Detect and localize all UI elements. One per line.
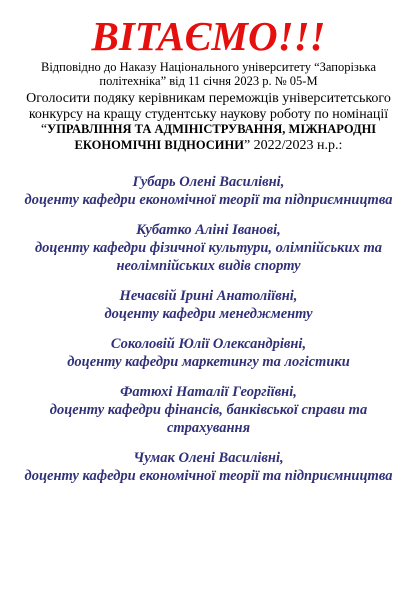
recipient-name: Соколовій Юлії Олександрівні, — [110, 336, 307, 352]
recipient-item — [8, 221, 409, 275]
nomination-title: УПРАВЛІННЯ ТА АДМІНІСТРУВАННЯ, МІЖНАРОДНІ ЕКОНОМІЧНІ ВІДНОСИНИ — [47, 122, 377, 152]
recipient-position: доценту кафедри фізичної культури, олімпійських та неолімпійських видів спорту — [34, 240, 382, 274]
recipient-name: Кубатко Аліні Іванові, — [136, 222, 281, 238]
recipient-position: доценту кафедри фінансів, банківської справи та страхування — [49, 402, 368, 436]
recipient-position: доценту кафедри маркетингу та логістики — [67, 354, 350, 370]
recipients-list — [8, 173, 409, 485]
order-reference: Відповідно до Наказу Національного університету “Запорізька політехніка” від 11 січня 2023 р. № 05-М — [41, 60, 376, 88]
intro-end: ” 2022/2023 н.р.: — [243, 137, 343, 153]
recipient-position: доценту кафедри економічної теорії та підприємництва — [24, 468, 393, 484]
recipient-position: доценту кафедри менеджменту — [104, 306, 313, 322]
recipient-item — [8, 449, 409, 485]
recipient-item — [8, 383, 409, 437]
recipient-item — [8, 287, 409, 323]
recipient-position: доценту кафедри економічної теорії та підприємництва — [24, 192, 393, 208]
recipient-name: Чумак Олені Василівні, — [133, 450, 284, 466]
intro-start: Оголосити подяку керівникам переможців університетського конкурсу на кращу студентську наукову роботу по номінації “ — [26, 91, 391, 137]
page-title: ВІТАЄМО!!! — [91, 13, 326, 59]
recipient-name: Фатюхі Наталії Георгіївні, — [120, 384, 297, 400]
recipient-item — [8, 173, 409, 209]
recipient-item — [8, 335, 409, 371]
intro-paragraph — [8, 91, 409, 153]
recipient-name: Нечаєвій Ірині Анатоліївні, — [119, 288, 298, 304]
recipient-name: Губарь Олені Василівні, — [132, 174, 285, 190]
